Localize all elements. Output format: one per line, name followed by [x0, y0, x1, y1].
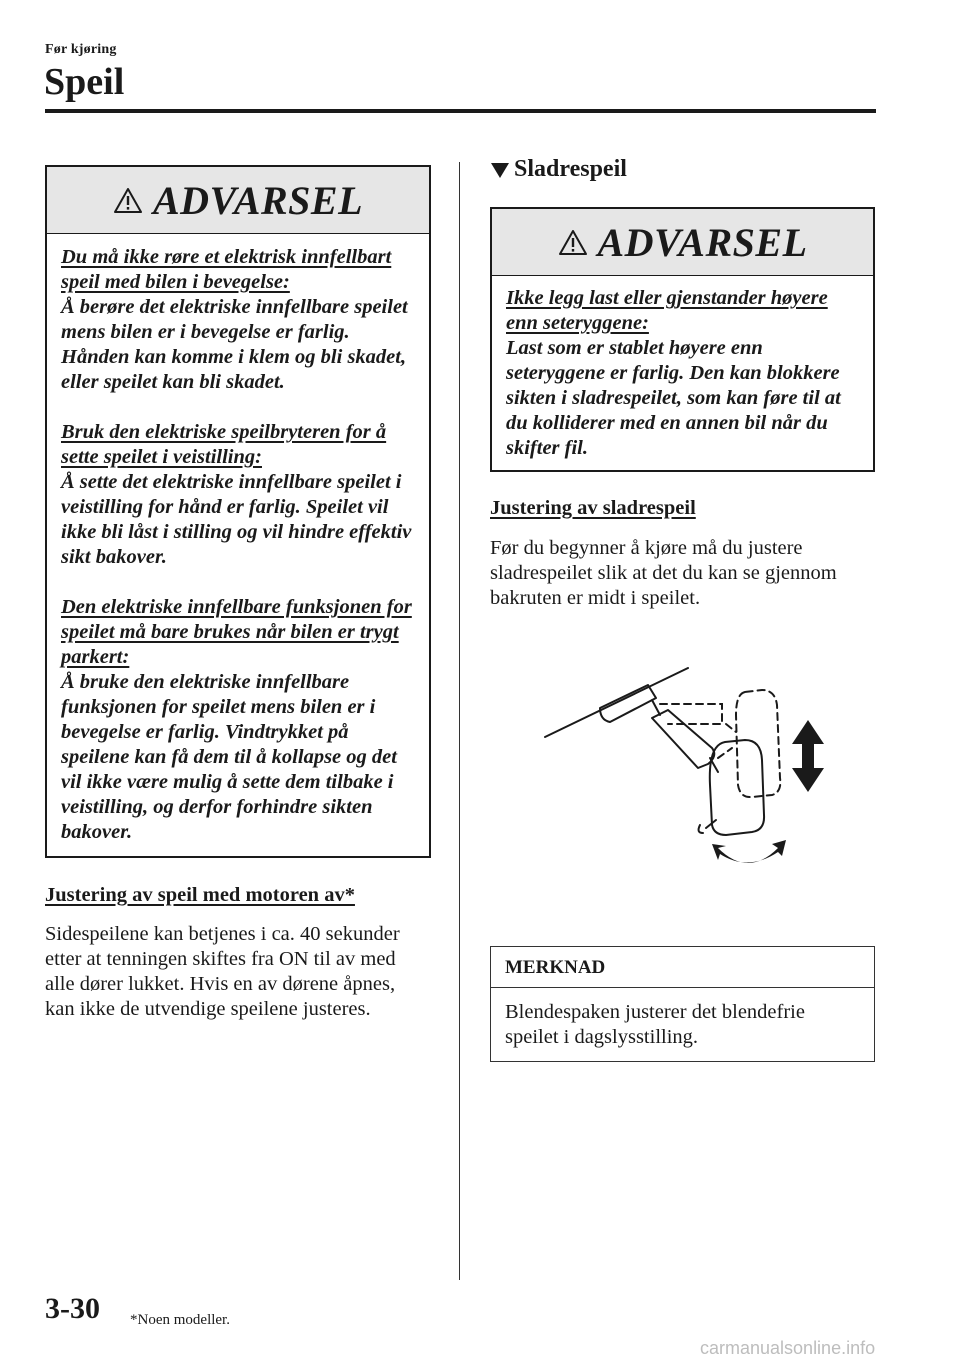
warning-paragraph-text: Å sette det elektriske innfellbare speilet i veistilling for hånd er farlig. Speilet vil ikke bli låst i stilling og vil hindre effektiv sikt bakover.: [61, 471, 412, 568]
warning-triangle-icon: [113, 187, 143, 214]
note-title: MERKNAD: [491, 947, 874, 988]
warning-box-right: [490, 207, 875, 472]
warning-title: ADVARSEL: [153, 177, 363, 223]
subheading-rearview-adjust: Justering av sladrespeil: [490, 497, 696, 519]
warning-paragraph-heading: Ikke legg last eller gjenstander høyere enn seteryggene:: [506, 287, 828, 334]
warning-paragraph-heading: Bruk den elektriske speilbryteren for å sette speilet i veistilling:: [61, 421, 387, 468]
warning-triangle-icon: [558, 229, 588, 256]
rearview-mirror-illustration: [540, 660, 840, 875]
warning-paragraph-heading: Den elektriske innfellbare funksjonen for speilet må bare brukes når bilen er trygt parkert:: [61, 596, 412, 668]
note-text: Blendespaken justerer det blendefrie speilet i dagslysstilling.: [505, 1001, 805, 1048]
body-text-rearview-adjust: Før du begynner å kjøre må du justere sladrespeilet slik at det du kan se gjennom bakruten er midt i speilet.: [490, 537, 837, 609]
page-number: 3-30: [45, 1292, 100, 1325]
section-label: Før kjøring: [45, 42, 117, 57]
warning-box-left: [45, 165, 431, 858]
warning-paragraph-text: Last som er stablet høyere enn seteryggene er farlig. Den kan blokkere sikten i sladrespeilet, som kan føre til at du kolliderer med en annen bil når du skifter fil.: [506, 337, 841, 459]
watermark: carmanualsonline.info: [700, 1338, 876, 1358]
heading-text: Sladrespeil: [514, 156, 627, 182]
warning-paragraph: [506, 286, 861, 461]
warning-paragraph: [61, 420, 417, 570]
title-rule: [45, 109, 876, 113]
warning-title: ADVARSEL: [597, 219, 808, 265]
warning-header: [47, 167, 429, 234]
footnote: *Noen modeller.: [130, 1312, 230, 1328]
warning-body: [47, 234, 429, 845]
subheading-mirror-engine-off: Justering av speil med motoren av*: [45, 884, 355, 906]
triangle-bullet-icon: [490, 161, 510, 179]
warning-paragraph-text: Å berøre det elektriske innfellbare speilet mens bilen er i bevegelse er farlig. Hånden kan komme i klem og bli skadet, eller speilet kan bli skadet.: [61, 296, 408, 393]
warning-paragraph-heading: Du må ikke røre et elektrisk innfellbart speil med bilen i bevegelse:: [61, 246, 392, 293]
heading-rearview-mirror: [490, 156, 627, 183]
warning-paragraph-text: Å bruke den elektriske innfellbare funksjonen for speilet mens bilen er i bevegelse er farlig. Vindtrykket på speilene kan få dem til å kollapse og det vil ikke være mulig å sette dem tilbake i veistilling, og derfor forhindre sikten bakover.: [61, 671, 397, 843]
warning-paragraph: [61, 245, 417, 395]
warning-header: [492, 209, 873, 276]
warning-paragraph: [61, 595, 417, 845]
column-divider: [459, 162, 460, 1280]
page-title: Speil: [44, 61, 125, 103]
warning-body: [492, 276, 873, 461]
note-box: [490, 946, 875, 1062]
body-text-mirror-engine-off: Sidespeilene kan betjenes i ca. 40 sekunder etter at tenningen skiftes fra ON til av med alle dører lukket. Hvis en av dørene åpnes, kan ikke de utvendige speilene justeres.: [45, 923, 400, 1020]
